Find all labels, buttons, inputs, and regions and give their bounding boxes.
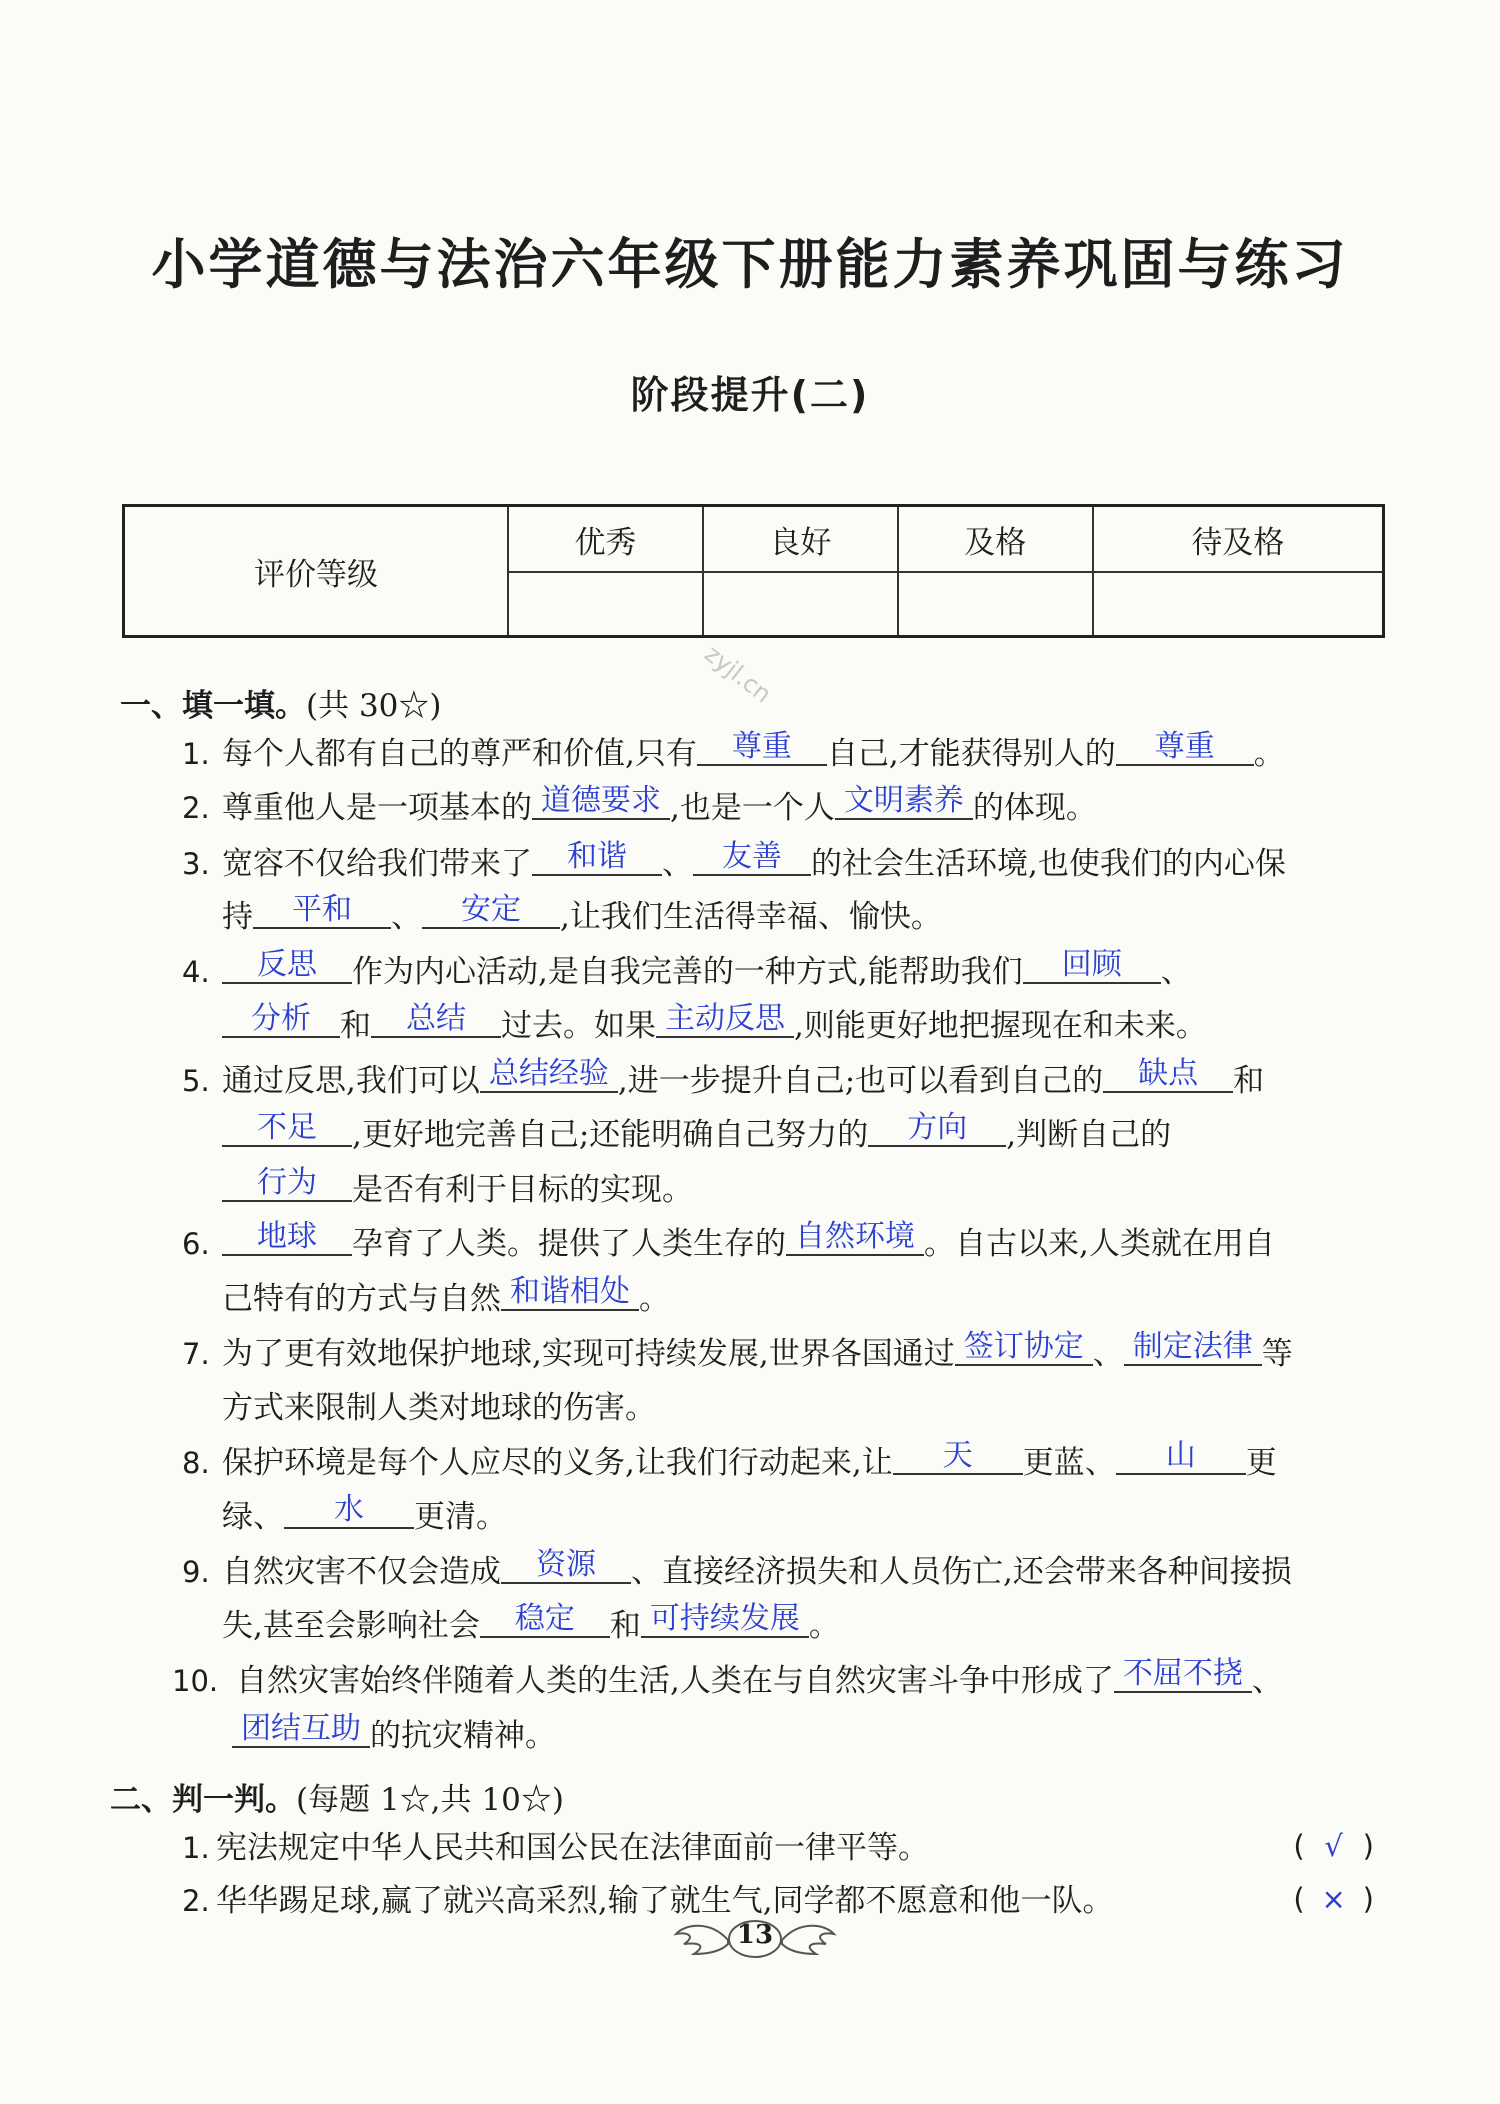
- q8-answer1[interactable]: 天: [893, 1439, 1023, 1475]
- q7-text4: 方式来限制人类对地球的伤害。: [222, 1390, 656, 1426]
- q5-text2: ,进一步提升自己;也可以看到自己的: [617, 1063, 1104, 1099]
- q2-text1: 尊重他人是一项基本的: [222, 790, 532, 826]
- q9-answer3[interactable]: 可持续发展: [641, 1602, 809, 1638]
- q3-answer3[interactable]: 平和: [253, 893, 391, 929]
- q4-answer1[interactable]: 反思: [222, 948, 352, 984]
- q3-answer1[interactable]: 和谐: [532, 840, 662, 876]
- grade-level-good: 良好: [703, 506, 898, 573]
- q6-answer2[interactable]: 自然环境: [786, 1220, 924, 1256]
- q10-answer2[interactable]: 团结互助: [232, 1712, 370, 1748]
- q5-num: 5.: [182, 1064, 210, 1098]
- q9-num: 9.: [182, 1555, 210, 1589]
- q9-line-b: [222, 1601, 840, 1646]
- q7-num: 7.: [182, 1337, 210, 1371]
- judge2-text: 华华踢足球,赢了就兴高采烈,输了就生气,同学都不愿意和他一队。: [216, 1883, 1114, 1919]
- q1-text3: 。: [1253, 736, 1285, 772]
- q9-text4: 和: [609, 1608, 641, 1644]
- q5-text4: ,更好地完善自己;还能明确自己努力的: [352, 1117, 869, 1153]
- section1-note: (共 30☆): [306, 688, 442, 724]
- q10-answer1[interactable]: 不屈不挠: [1114, 1657, 1252, 1693]
- q6-text4: 。: [639, 1281, 670, 1317]
- judge2-bracket: [1293, 1879, 1374, 1919]
- q3-text3: 的社会生活环境,也使我们的内心保: [811, 846, 1286, 882]
- q8-line-a: [222, 1438, 1277, 1483]
- q4-answer3[interactable]: 分析: [222, 1002, 340, 1038]
- q3-line-a: [222, 839, 1286, 884]
- q3-text2: 、: [662, 846, 693, 882]
- q4-text1: 作为内心活动,是自我完善的一种方式,能帮助我们: [352, 954, 1023, 990]
- q8-num: 8.: [182, 1446, 210, 1480]
- q6-line-a: [222, 1219, 1275, 1264]
- q2-text2: ,也是一个人: [670, 790, 835, 826]
- section2-note: (每题 1☆,共 10☆): [296, 1782, 564, 1818]
- q3-line-b: [222, 892, 942, 937]
- judge1-close: ): [1362, 1829, 1374, 1863]
- q2-line: [222, 783, 1097, 828]
- judge1-bracket: [1293, 1826, 1374, 1866]
- grade-cell-empty: [508, 572, 703, 637]
- section1-title: 一、填一填。: [120, 688, 306, 724]
- q9-text2: 、直接经济损失和人员伤亡,还会带来各种间接损: [631, 1554, 1292, 1590]
- q7-text2: 、: [1092, 1336, 1124, 1372]
- grade-cell-empty: [1093, 572, 1384, 637]
- judge2-open: (: [1293, 1882, 1305, 1916]
- q5-line-c: [222, 1165, 693, 1210]
- grade-level-fail: 待及格: [1093, 506, 1384, 573]
- grade-level-excellent: 优秀: [508, 506, 703, 573]
- q5-line-a: [222, 1056, 1265, 1101]
- grade-cell-empty: [703, 572, 898, 637]
- q5-answer1[interactable]: 总结经验: [480, 1057, 618, 1093]
- q5-answer3[interactable]: 不足: [222, 1111, 352, 1147]
- q6-text2: 。自古以来,人类就在用自: [924, 1226, 1275, 1262]
- q8-answer2[interactable]: 山: [1116, 1439, 1246, 1475]
- q9-text5: 。: [808, 1608, 840, 1644]
- q7-line-a: [222, 1329, 1293, 1374]
- q6-answer1[interactable]: 地球: [222, 1220, 352, 1256]
- q7-text1: 为了更有效地保护地球,实现可持续发展,世界各国通过: [222, 1336, 955, 1372]
- judge1-num: 1.: [182, 1831, 210, 1865]
- q1-answer1[interactable]: 尊重: [697, 730, 827, 766]
- q3-num: 3.: [182, 847, 210, 881]
- q2-answer2[interactable]: 文明素养: [835, 784, 973, 820]
- q5-text6: 是否有利于目标的实现。: [352, 1172, 693, 1208]
- q10-text3: 的抗灾精神。: [370, 1718, 556, 1754]
- q2-answer1[interactable]: 道德要求: [532, 784, 670, 820]
- q5-text1: 通过反思,我们可以: [222, 1063, 480, 1099]
- q8-text5: 更清。: [414, 1499, 507, 1535]
- q6-answer3[interactable]: 和谐相处: [501, 1275, 639, 1311]
- q4-text3: 和: [340, 1008, 371, 1044]
- q3-text4: 持: [222, 899, 253, 935]
- section1-heading: [120, 680, 442, 725]
- grade-table: [122, 504, 1385, 638]
- q4-line-a: [222, 947, 1192, 992]
- q4-answer4[interactable]: 总结: [371, 1002, 501, 1038]
- q8-text3: 更: [1245, 1445, 1277, 1481]
- q3-text6: ,让我们生活得幸福、愉快。: [560, 899, 942, 935]
- q4-text5: ,则能更好地把握现在和未来。: [794, 1008, 1207, 1044]
- q4-answer5[interactable]: 主动反思: [656, 1002, 794, 1038]
- q6-line-b: [222, 1274, 670, 1319]
- q10-line-b: [232, 1711, 556, 1756]
- judge1-text: 宪法规定中华人民共和国公民在法律面前一律平等。: [216, 1830, 929, 1866]
- q8-text1: 保护环境是每个人应尽的义务,让我们行动起来,让: [222, 1445, 893, 1481]
- q9-text1: 自然灾害不仅会造成: [222, 1554, 501, 1590]
- judge1-open: (: [1293, 1829, 1305, 1863]
- q9-answer1[interactable]: 资源: [501, 1548, 631, 1584]
- page-title: 小学道德与法治六年级下册能力素养巩固与练习: [151, 232, 1349, 296]
- q4-num: 4.: [182, 955, 210, 989]
- q3-text5: 、: [391, 899, 422, 935]
- q5-answer5[interactable]: 行为: [222, 1166, 352, 1202]
- q9-text3: 失,甚至会影响社会: [222, 1608, 480, 1644]
- q10-text2: 、: [1251, 1663, 1283, 1699]
- q4-line-b: [222, 1001, 1207, 1046]
- q5-text5: ,判断自己的: [1006, 1117, 1172, 1153]
- q1-text1: 每个人都有自己的尊严和价值,只有: [222, 736, 697, 772]
- section2-heading: [110, 1774, 564, 1819]
- q3-answer4[interactable]: 安定: [422, 893, 560, 929]
- q8-line-b: [222, 1492, 507, 1537]
- grade-cell-empty: [898, 572, 1093, 637]
- judge2-num: 2.: [182, 1884, 210, 1918]
- q5-line-b: [222, 1110, 1172, 1155]
- grade-level-pass: 及格: [898, 506, 1093, 573]
- q9-answer2[interactable]: 稳定: [480, 1602, 610, 1638]
- q6-text3: 己特有的方式与自然: [222, 1281, 501, 1317]
- q10-text1: 自然灾害始终伴随着人类的生活,人类在与自然灾害斗争中形成了: [236, 1663, 1114, 1699]
- q5-text3: 和: [1233, 1063, 1265, 1099]
- q7-text3: 等: [1261, 1336, 1293, 1372]
- watermark: zyjl.cn: [699, 639, 777, 709]
- judge2-mark[interactable]: ×: [1321, 1882, 1346, 1916]
- q1-line: [222, 729, 1285, 774]
- q10-line-a: [236, 1656, 1283, 1701]
- q1-num: 1.: [182, 737, 210, 771]
- q5-answer2[interactable]: 缺点: [1103, 1057, 1233, 1093]
- q1-text2: 自己,才能获得别人的: [826, 736, 1116, 772]
- page-subtitle: 阶段提升(二): [630, 373, 870, 417]
- q2-num: 2.: [182, 791, 210, 825]
- section2-title: 二、判一判。: [110, 1782, 296, 1818]
- q1-answer2[interactable]: 尊重: [1116, 730, 1254, 766]
- judge2-close: ): [1362, 1882, 1374, 1916]
- q4-text4: 过去。如果: [501, 1008, 656, 1044]
- q8-text2: 更蓝、: [1022, 1445, 1116, 1481]
- grade-lead-cell: 评价等级: [124, 506, 509, 637]
- q2-text3: 的体现。: [972, 790, 1097, 826]
- q9-line-a: [222, 1547, 1292, 1592]
- q8-answer3[interactable]: 水: [284, 1493, 414, 1529]
- q8-text4: 绿、: [222, 1499, 284, 1535]
- q3-text1: 宽容不仅给我们带来了: [222, 846, 532, 882]
- q3-answer2[interactable]: 友善: [693, 840, 811, 876]
- judge1-mark[interactable]: √: [1324, 1829, 1343, 1863]
- q7-answer2[interactable]: 制定法律: [1124, 1330, 1262, 1366]
- q6-text1: 孕育了人类。提供了人类生存的: [352, 1226, 786, 1262]
- q10-num: 10.: [172, 1664, 219, 1698]
- page-number-badge: [670, 1910, 840, 1968]
- q7-line-b: [222, 1388, 656, 1428]
- q4-answer2[interactable]: 回顾: [1023, 948, 1161, 984]
- q4-text2: 、: [1160, 954, 1192, 990]
- q5-answer4[interactable]: 方向: [868, 1111, 1006, 1147]
- q6-num: 6.: [182, 1227, 210, 1261]
- page-number: 13: [736, 1920, 774, 1950]
- q7-answer1[interactable]: 签订协定: [955, 1330, 1093, 1366]
